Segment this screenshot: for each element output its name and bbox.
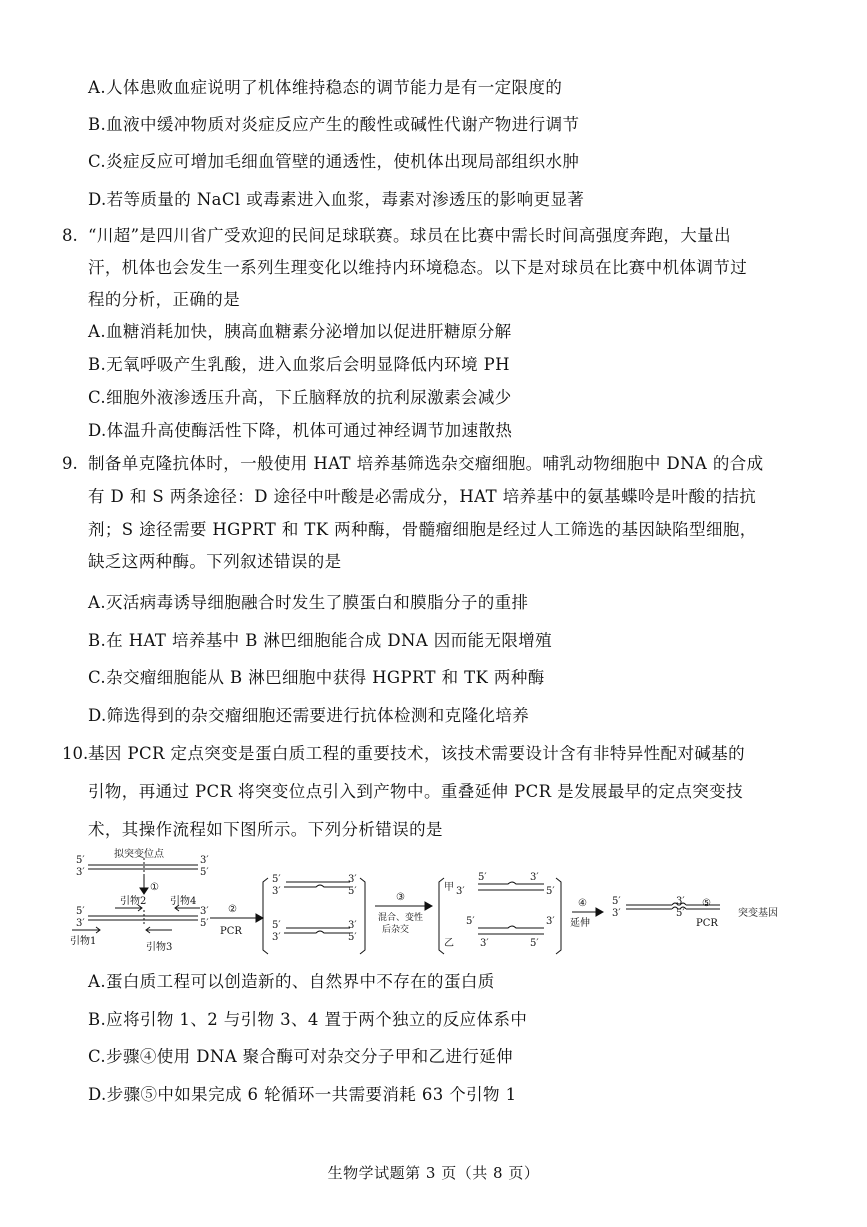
step-1-label: ①: [150, 882, 159, 893]
q7-option-b: B.血液中缓冲物质对炎症反应产生的酸性或碱性代谢产物进行调节: [88, 115, 580, 134]
primer-3-label: 引物3: [146, 942, 173, 953]
q8-option-b: B.无氧呼吸产生乳酸，进入血浆后会明显降低内环境 PH: [88, 355, 510, 374]
q10-stem-line: 术，其操作流程如下图所示。下列分析错误的是: [88, 820, 443, 839]
end-label: 5′: [76, 906, 85, 917]
page-footer: 生物学试题第 3 页（共 8 页）: [327, 1164, 540, 1182]
q8-stem-line: 程的分析，正确的是: [88, 290, 241, 309]
end-label: 3′: [272, 932, 281, 943]
q8-stem-line: 汗，机体也会发生一系列生理变化以维持内环境稳态。以下是对球员在比赛中机体调节过: [88, 258, 748, 277]
overlap-pcr-diagram: [60, 846, 800, 958]
end-label: 3′: [76, 867, 85, 878]
end-label: 5′: [348, 932, 357, 943]
q10-option-b: B.应将引物 1、2 与引物 3、4 置于两个独立的反应体系中: [88, 1010, 528, 1029]
step-2-label: ②: [228, 904, 237, 915]
end-label: 3′: [480, 938, 489, 949]
mutation-site-label: 拟突变位点: [114, 849, 164, 860]
q10-option-d: D.步骤⑤中如果完成 6 轮循环一共需要消耗 63 个引物 1: [88, 1085, 517, 1104]
end-label: 5′: [478, 872, 487, 883]
q8-option-a: A.血糖消耗加快，胰高血糖素分泌增加以促进肝糖原分解: [88, 322, 512, 341]
end-label: 5′: [466, 916, 475, 927]
pcr-label: PCR: [220, 926, 242, 937]
q8-stem-line: “川超”是四川省广受欢迎的民间足球联赛。球员在比赛中需长时间高强度奔跑，大量出: [88, 226, 731, 245]
end-label: 3′: [200, 906, 209, 917]
q9-option-b: B.在 HAT 培养基中 B 淋巴细胞能合成 DNA 因而能无限增殖: [88, 631, 553, 650]
end-label: 5′: [546, 886, 555, 897]
q7-option-a: A.人体患败血症说明了机体维持稳态的调节能力是有一定限度的: [88, 78, 563, 97]
q9-option-c: C.杂交瘤细胞能从 B 淋巴细胞中获得 HGPRT 和 TK 两种酶: [88, 668, 545, 687]
q9-number: 9.: [62, 454, 78, 473]
pcr-label: PCR: [696, 918, 718, 929]
molecule-jia-label: 甲: [444, 882, 454, 893]
q8-option-c: C.细胞外液渗透压升高，下丘脑释放的抗利尿激素会减少: [88, 388, 512, 407]
primer-2-label: 引物2: [120, 896, 147, 907]
end-label: 5′: [200, 867, 209, 878]
q9-stem-line: 制备单克隆抗体时，一般使用 HAT 培养基筛选杂交瘤细胞。哺乳动物细胞中 DNA 的合成: [88, 454, 764, 473]
end-label: 3′: [612, 908, 621, 919]
end-label: 5′: [612, 896, 621, 907]
end-label: 3′: [676, 896, 685, 907]
end-label: 3′: [76, 918, 85, 929]
anneal-label: 后杂交: [382, 925, 410, 935]
primer-1-label: 引物1: [70, 936, 97, 947]
end-label: 5′: [348, 886, 357, 897]
primer-4-label: 引物4: [170, 896, 197, 907]
q9-stem-line: 剂；S 途径需要 HGPRT 和 TK 两种酶，骨髓瘤细胞是经过人工筛选的基因缺陷型细胞，: [88, 520, 757, 539]
end-label: 5′: [76, 855, 85, 866]
end-label: 3′: [456, 886, 465, 897]
step-4-label: ④: [578, 898, 587, 909]
step-3-label: ③: [396, 892, 405, 903]
end-label: 3′: [200, 855, 209, 866]
q10-number: 10.: [62, 744, 89, 763]
q7-option-c: C.炎症反应可增加毛细血管壁的通透性，使机体出现局部组织水肿: [88, 152, 580, 171]
mix-denature-label: 混合、变性: [378, 913, 424, 923]
q8-number: 8.: [62, 226, 78, 245]
end-label: 5′: [272, 874, 281, 885]
q10-option-c: C.步骤④使用 DNA 聚合酶可对杂交分子甲和乙进行延伸: [88, 1047, 514, 1066]
q9-stem-line: 缺乏这两种酶。下列叙述错误的是: [88, 552, 342, 571]
q7-option-d: D.若等质量的 NaCl 或毒素进入血浆，毒素对渗透压的影响更显著: [88, 190, 585, 209]
end-label: 3′: [348, 874, 357, 885]
q10-stem-line: 引物，再通过 PCR 将突变位点引入到产物中。重叠延伸 PCR 是发展最早的定点突变技: [88, 782, 743, 801]
end-label: 3′: [530, 872, 539, 883]
q10-option-a: A.蛋白质工程可以创造新的、自然界中不存在的蛋白质: [88, 972, 495, 991]
q10-stem-line: 基因 PCR 定点突变是蛋白质工程的重要技术，该技术需要设计含有非特异性配对碱基的: [88, 744, 746, 763]
q9-option-a: A.灭活病毒诱导细胞融合时发生了膜蛋白和膜脂分子的重排: [88, 593, 529, 612]
end-label: 5′: [530, 938, 539, 949]
end-label: 3′: [272, 886, 281, 897]
step-5-label: ⑤: [702, 898, 711, 909]
molecule-yi-label: 乙: [444, 938, 454, 949]
extend-label: 延伸: [570, 918, 590, 929]
end-label: 5′: [676, 908, 685, 919]
q8-option-d: D.体温升高使酶活性下降，机体可通过神经调节加速散热: [88, 421, 513, 440]
end-label: 5′: [200, 918, 209, 929]
q9-option-d: D.筛选得到的杂交瘤细胞还需要进行抗体检测和克隆化培养: [88, 706, 530, 725]
end-label: 3′: [546, 916, 555, 927]
mutant-gene-label: 突变基因: [738, 908, 778, 919]
end-label: 3′: [348, 920, 357, 931]
end-label: 5′: [272, 920, 281, 931]
q9-stem-line: 有 D 和 S 两条途径：D 途径中叶酸是必需成分，HAT 培养基中的氨基蝶呤是叶酸的拮抗: [88, 487, 757, 506]
